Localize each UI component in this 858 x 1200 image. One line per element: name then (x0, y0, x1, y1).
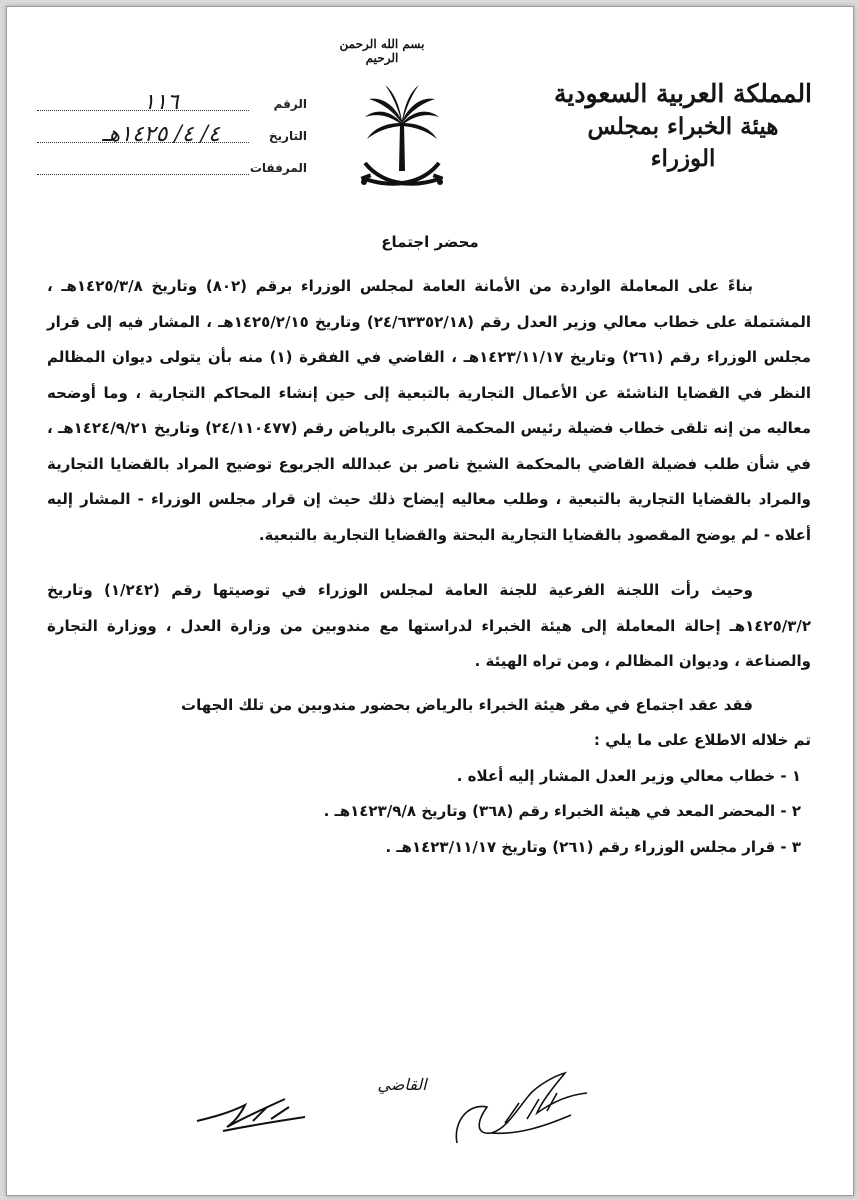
kingdom-name: المملكة العربية السعودية (553, 79, 813, 108)
ref-number-label: الرقم (273, 97, 307, 111)
signature-right (447, 1063, 597, 1153)
document-page (6, 6, 854, 1196)
basmala: بسم الله الرحمن الرحيم (339, 37, 425, 65)
crescent-mark-icon (835, 443, 849, 457)
signature-left (193, 1087, 313, 1137)
paragraph-1: بناءً على المعاملة الواردة من الأمانة العامة لمجلس الوزراء برقم (٨٠٢) وتاريخ ١٤٢٥/٣/٨هـ ، المشتملة على خطاب معالي وزير العدل رقم (٢٤/٦٣٣٥٢/١٨) وتاريخ ١٤٢٥/٢/١٥هـ ، المشار فيه إلى قرار مجلس الوزراء رقم (٢٦١) وتاريخ ١٤٢٣/١١/١٧هـ ، القاضي في الفقرة (١) منه بأن يتولى ديوان المظالم النظر في القضايا الناشئة عن الأعمال التجارية بالتبعية إلى حين إنشاء المحاكم التجارية ، وما أوضحه معاليه من إنه تلقى خطاب فضيلة رئيس المحكمة الكبرى بالرياض رقم (٢٤/١١٠٤٧٧) وتاريخ ١٤٢٤/٩/٢١هـ ، في شأن طلب فضيلة القاضي بالمحكمة الشيخ ناصر بن عبدالله الجربوع توضيح المراد بالقضايا التجارية والمراد بالقضايا التجارية بالتبعية ، وطلب معاليه إيضاح ذلك حيث إن قرار مجلس الوزراء - المشار إليه أعلاه - لم يوضح المقصود بالقضايا التجارية البحتة والقضايا التجارية بالتبعية. (47, 277, 812, 544)
ministry-heading (553, 77, 813, 175)
paragraph-3: فقد عقد اجتماع في مقر هيئة الخبراء بالرياض بحضور مندوبين من تلك الجهات (181, 695, 753, 714)
reference-block (37, 85, 307, 181)
date-value: ٤/ ٤/ ١٤٢٥هـ (102, 122, 220, 147)
document-body (47, 269, 811, 865)
document-title: محضر اجتماع (381, 233, 479, 251)
date-row (37, 117, 307, 149)
crescent-mark-icon (835, 763, 849, 777)
attachments-row (37, 149, 307, 181)
list-intro: تم خلاله الاطلاع على ما يلي : (593, 731, 811, 749)
attachments-label: المرفقات (249, 161, 307, 175)
paragraph-2: وحيث رأت اللجنة الفرعية للجنة العامة لمجلس الوزراء في توصيتها رقم (١/٢٤٢) وتاريخ ١٤٢٥/٣/٢هـ إحالة المعاملة إلى هيئة الخبراء لدراستها مع مندوبين من وزارة العدل ، ووزارة التجارة والصناعة ، وديوان المظالم ، ومن تراه الهيئة . (47, 581, 811, 670)
list-item: ٣ - قرار مجلس الوزراء رقم (٢٦١) وتاريخ ١٤٢٣/١١/١٧هـ . (385, 837, 801, 856)
date-label: التاريخ (268, 129, 307, 143)
saudi-emblem-icon (359, 79, 445, 205)
signature-middle: القاضي (377, 1075, 427, 1094)
ref-number-row (37, 85, 307, 117)
authority-name: هيئة الخبراء بمجلس الوزراء (587, 113, 779, 172)
attachments-line (37, 174, 249, 175)
list-item: ٢ - المحضر المعد في هيئة الخبراء رقم (٣٦٨) وتاريخ ١٤٢٣/٩/٨هـ . (323, 802, 801, 820)
list-item: ١ - خطاب معالي وزير العدل المشار إليه أعلاه . (456, 766, 801, 785)
ref-number-value: ١١٦ (143, 90, 179, 115)
